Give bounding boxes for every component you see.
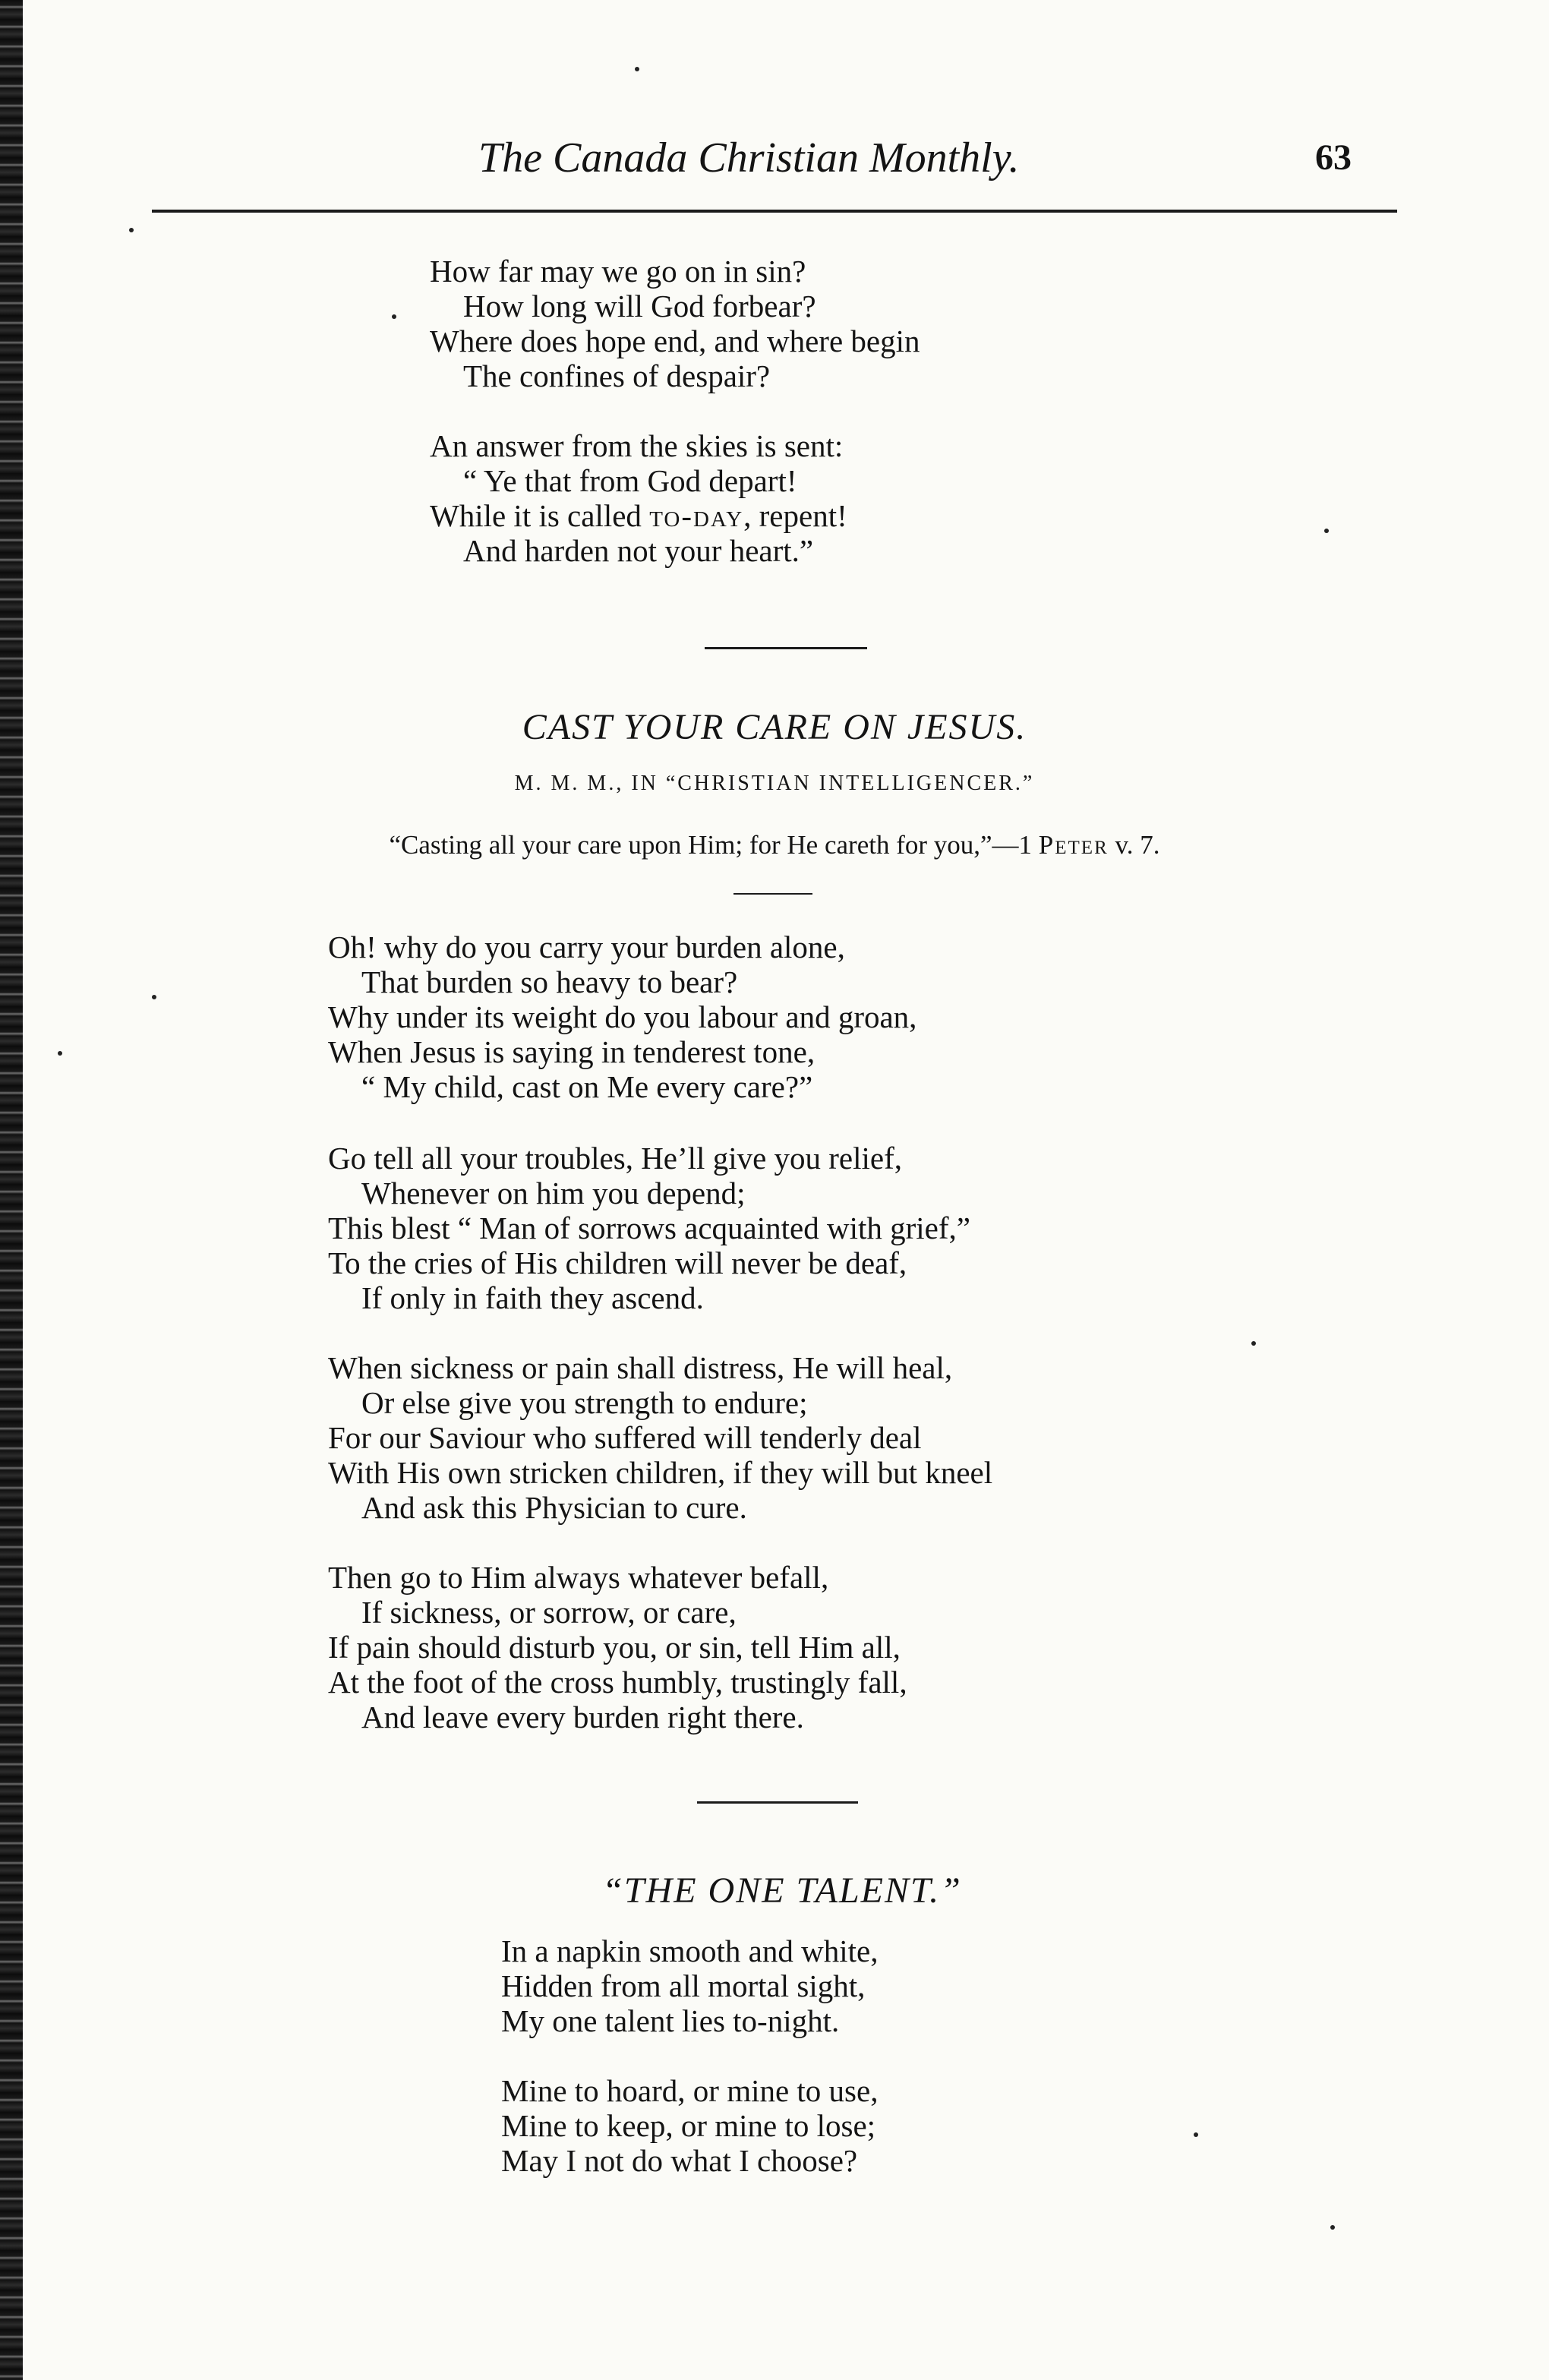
poem-line: An answer from the skies is sent: [430,428,844,463]
poem-line: When Jesus is saying in tenderest tone, [328,1034,816,1069]
scan-speck [1330,2225,1335,2230]
poem-line: My one talent lies to-night. [501,2003,840,2038]
poem-line: At the foot of the cross humbly, trustingly fall, [328,1665,907,1700]
poem2-stanza-4 [328,1560,907,1734]
poem-line: Whenever on him you depend; [361,1176,746,1211]
scan-speck [1324,529,1329,533]
epigraph-verse: v. 7. [1115,830,1160,860]
poem-line: That burden so heavy to bear? [361,964,738,999]
poem2-epigraph [228,828,1321,863]
poem-line: Mine to keep, or mine to lose; [501,2108,876,2143]
scan-speck [152,995,156,999]
poem-line: Or else give you strength to endure; [361,1385,808,1420]
poem-line: Then go to Him always whatever befall, [328,1560,829,1595]
poem-line: Mine to hoard, or mine to use, [501,2073,879,2108]
epigraph-text: “Casting all your care upon Him; for He careth for you,”—1 [389,830,1033,860]
poem-line: The confines of despair? [463,358,771,393]
scan-speck [635,67,639,71]
section-divider [705,647,867,649]
scan-speck [392,314,396,319]
poem-line: Go tell all your troubles, He’ll give you relief, [328,1141,903,1176]
poem2-stanza-1 [328,930,916,1104]
page-number: 63 [1315,137,1352,178]
epigraph-divider [733,893,812,895]
poem2-stanza-2 [328,1141,970,1315]
poem3-stanza-1 [501,1933,878,2038]
small-caps-today: to-day [649,498,744,533]
poem-line: If only in faith they ascend. [361,1280,704,1315]
poem-line: To the cries of His children will never be deaf, [328,1245,907,1280]
poem-line: And harden not your heart.” [463,533,814,568]
poem-line-text: While it is called [430,498,642,533]
poem-line: If pain should disturb you, or sin, tell Him all, [328,1630,901,1665]
poem2-attribution: M. M. M., IN “CHRISTIAN INTELLIGENCER.” [514,772,1035,795]
poem-line: Why under its weight do you labour and groan, [328,999,917,1034]
poem-line: Oh! why do you carry your burden alone, [328,930,845,964]
poem-line: How long will God forbear? [463,289,816,324]
poem-line: Hidden from all mortal sight, [501,1968,866,2003]
poem-line: And ask this Physician to cure. [361,1490,747,1525]
poem-line: May I not do what I choose? [501,2143,858,2178]
scan-speck [58,1051,62,1056]
poem-line: Where does hope end, and where begin [430,324,920,358]
poem1-stanza-2 [430,428,847,568]
scanned-binding-edge [0,0,23,2380]
header-rule [152,210,1397,213]
poem1-stanza-1 [430,254,920,393]
poem-line-text: , repent! [743,498,847,533]
poem-line: “ My child, cast on Me every care?” [361,1069,813,1104]
section-divider [697,1801,858,1804]
journal-title: The Canada Christian Monthly. [478,134,1020,181]
poem-line: For our Saviour who suffered will tenderly deal [328,1420,922,1455]
poem2-title: CAST YOUR CARE ON JESUS. [522,707,1027,747]
epigraph-book: Peter [1038,830,1109,860]
poem-line: In a napkin smooth and white, [501,1933,879,1968]
poem3-stanza-2 [501,2073,878,2178]
poem-line: When sickness or pain shall distress, He will heal, [328,1350,953,1385]
poem3-title: “THE ONE TALENT.” [602,1870,962,1911]
poem-line: How far may we go on in sin? [430,254,806,289]
poem-line: “ Ye that from God depart! [463,463,797,498]
scan-speck [129,228,134,232]
poem-line: And leave every burden right there. [361,1700,804,1734]
poem-line: If sickness, or sorrow, or care, [361,1595,737,1630]
scan-speck [1194,2132,1198,2137]
poem2-stanza-3 [328,1350,992,1525]
poem-line: With His own stricken children, if they will but kneel [328,1455,993,1490]
scan-speck [1251,1341,1256,1346]
running-head [152,128,1397,188]
poem-line: This blest “ Man of sorrows acquainted with grief,” [328,1211,970,1245]
poem-line [430,498,847,533]
